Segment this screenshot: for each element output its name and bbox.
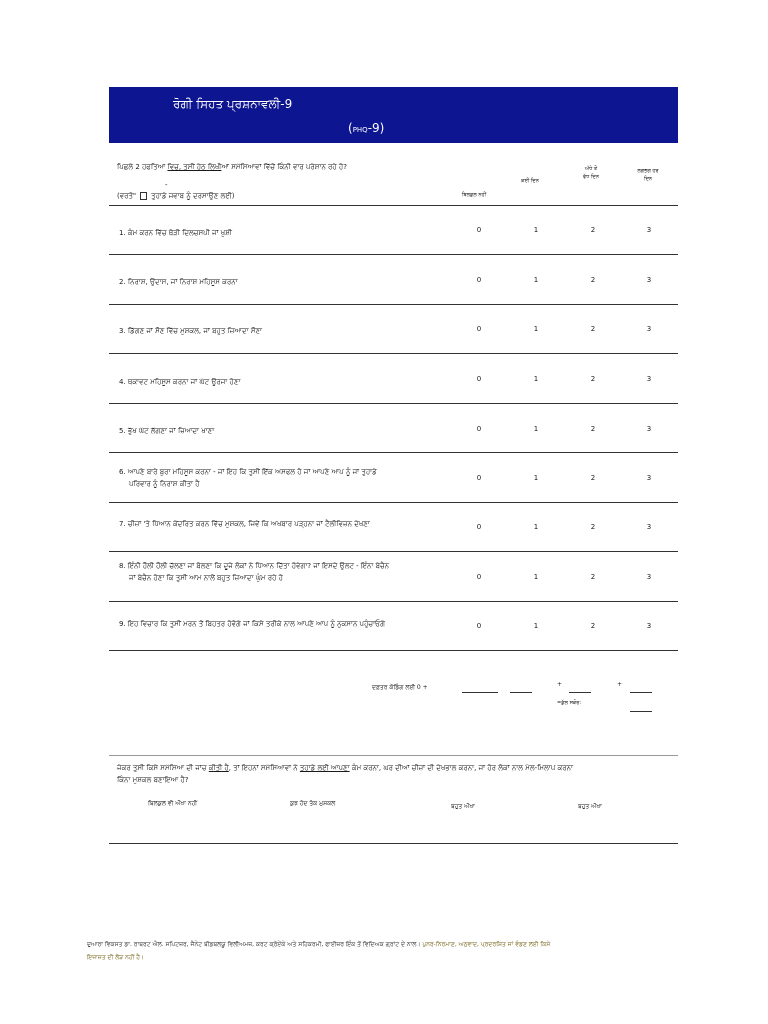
item-8-text: 8. ਇੰਨੀ ਹੌਲੀ ਹੌਲੀ ਚੱਲਣਾ ਜਾਂ ਬੋਲਣਾ ਕਿ ਦੂਜੇ ਲੋਕਾਂ ਨੇ ਧਿਆਨ ਦਿੱਤਾ ਹੋਵੇਗਾ? ਜਾਂ ਇਸਦੇ ਉਲਟ - ਇੰਨਾ ਬੇਚੈਨ ਜਾਂ ਬੇਚੈਨ ਹੋਣਾ ਕਿ ਤੁਸੀਂ ਆਮ ਨਾਲੋਂ ਬਹੁਤ ਜ਼ਿਆਦਾ ਘੁੰਮ ਰਹੇ ਹੋ (119, 562, 390, 582)
score-option[interactable]: 3 (646, 276, 652, 284)
divider (109, 650, 678, 651)
score-option[interactable]: 3 (646, 523, 652, 531)
score-blank[interactable] (630, 692, 652, 693)
score-option[interactable]: 0 (476, 474, 482, 482)
office-coding-label: ਦਫ਼ਤਰ ਕੋਡਿੰਗ ਲਈ 0 + (372, 684, 428, 691)
item-1-text: 1. ਕੰਮ ਕਰਨ ਵਿੱਚ ਥੋੜੀ ਦਿਲਚਸਪੀ ਜਾਂ ਖੁਸ਼ੀ (119, 229, 232, 237)
item-4-text: 4. ਥਕਾਵਟ ਮਹਿਸੂਸ ਕਰਨਾ ਜਾਂ ਘੱਟ ਊਰਜਾ ਹੋਣਾ (119, 378, 241, 386)
usage-instruction: (ਵਰਤੋ" ਤੁਹਾਡੇ ਜਵਾਬ ਨੂੰ ਦਰਸਾਉਣ ਲਈ) (117, 192, 235, 200)
divider (109, 254, 678, 255)
score-option[interactable]: 3 (646, 573, 652, 581)
item-7-text: 7. ਚੀਜ਼ਾਂ 'ਤੇ ਧਿਆਨ ਕੇਂਦਰਿਤ ਕਰਨ ਵਿੱਚ ਮੁਸ਼ਕਲ, ਜਿਵੇਂ ਕਿ ਅਖਬਾਰ ਪੜ੍ਹਨਾ ਜਾਂ ਟੈਲੀਵਿਜ਼ਨ ਦੇਖਣਾ (119, 520, 370, 528)
question-header: ਪਿਛਲੇ 2 ਹਫਤਿਆਂ ਵਿਚ, ਤੁਸੀਂ ਹੇਠ ਲਿਖੀਆਂ ਸਮੱਸਿਆਵਾਂ ਵਿੱਚੋਂ ਕਿੰਨੀ ਵਾਰ ਪਰੇਸ਼ਾਨ ਰਹੇ ਹੋ? (117, 163, 347, 171)
score-option[interactable]: 0 (476, 622, 482, 630)
score-option[interactable]: 0 (476, 425, 482, 433)
score-option[interactable]: 0 (476, 325, 482, 333)
score-option[interactable]: 0 (476, 375, 482, 383)
score-option[interactable]: 3 (646, 226, 652, 234)
dash-mark: - (165, 181, 168, 189)
difficulty-option-extremely[interactable]: ਬਹੁਤ ਔਖਾ (578, 803, 602, 810)
score-option[interactable]: 1 (533, 425, 539, 433)
score-blank[interactable] (462, 692, 498, 693)
divider (109, 205, 678, 206)
score-option[interactable]: 2 (590, 474, 596, 482)
plus-sign: + (617, 681, 623, 688)
divider (109, 755, 678, 756)
score-option[interactable]: 2 (590, 325, 596, 333)
score-option[interactable]: 1 (533, 474, 539, 482)
item-9-text: 9. ਇਹ ਵਿਚਾਰ ਕਿ ਤੁਸੀਂ ਮਰਨ ਤੋਂ ਬਿਹਤਰ ਹੋਵੋਗੇ ਜਾਂ ਕਿਸੇ ਤਰੀਕੇ ਨਾਲ ਆਪਣੇ ਆਪ ਨੂੰ ਨੁਕਸਾਨ ਪਹੁੰਚਾਓਗੇ (119, 620, 385, 628)
total-score-blank[interactable] (630, 711, 652, 712)
score-option[interactable]: 0 (476, 573, 482, 581)
col-header-nearly-every-day: ਲਗਭਗ ਹਰ ਦਿਨ (637, 168, 659, 182)
score-option[interactable]: 3 (646, 425, 652, 433)
score-option[interactable]: 3 (646, 325, 652, 333)
score-option[interactable]: 3 (646, 622, 652, 630)
score-option[interactable]: 1 (533, 325, 539, 333)
score-option[interactable]: 3 (646, 375, 652, 383)
divider (109, 304, 678, 305)
item-3-text: 3. ਡਿੱਗਣ ਜਾਂ ਸੌਣ ਵਿੱਚ ਮੁਸ਼ਕਲ, ਜਾਂ ਬਹੁਤ ਜ਼ਿਆਦਾ ਸੌਣਾ (119, 327, 263, 335)
form-title: ਰੋਗੀ ਸਿਹਤ ਪ੍ਰਸ਼ਨਾਵਲੀ-9 (173, 97, 293, 111)
difficulty-option-very[interactable]: ਬਹੁਤ ਔਖਾ (451, 803, 475, 810)
col-header-several-days: ਕਈ ਦਿਨ (521, 178, 539, 184)
divider (109, 601, 678, 602)
difficulty-question: ਜੇਕਰ ਤੁਸੀਂ ਕਿਸੇ ਸਮੱਸਿਆ ਦੀ ਜਾਂਚ ਕੀਤੀ ਹੈ, ਤਾਂ ਇਹਨਾਂ ਸਮੱਸਿਆਵਾਂ ਨੇ ਤੁਹਾਡੇ ਲਈ ਆਪਣਾ ਕੰਮ ਕਰਨਾ, ਘਰ ਦੀਆਂ ਚੀਜ਼ਾਂ ਦੀ ਦੇਖਭਾਲ ਕਰਨਾ, ਜਾਂ ਹੋਰ ਲੋਕਾਂ ਨਾਲ ਮੇਲ-ਮਿਲਾਪ ਕਰਨਾ ਕਿੰਨਾ ਮੁਸ਼ਕਲ ਬਣਾਇਆ ਹੈ? (117, 764, 573, 784)
score-option[interactable]: 2 (590, 523, 596, 531)
divider (109, 452, 678, 453)
score-option[interactable]: 2 (590, 425, 596, 433)
divider (109, 843, 678, 844)
col-header-not-at-all: ਬਿਲਕੁਲ ਨਹੀਂ (461, 192, 487, 198)
score-option[interactable]: 1 (533, 375, 539, 383)
item-2-text: 2. ਨਿਰਾਸ਼, ਉਦਾਸ, ਜਾਂ ਨਿਰਾਸ਼ ਮਹਿਸੂਸ ਕਰਨਾ (119, 278, 238, 286)
difficulty-option-somewhat[interactable]: ਕੁਝ ਹੱਦ ਤੱਕ ਮੁਸ਼ਕਲ (290, 800, 336, 807)
checkbox-icon (140, 192, 147, 200)
divider (109, 502, 678, 503)
score-option[interactable]: 0 (476, 523, 482, 531)
total-score-label: =ਕੁੱਲ ਸਕੋਰ: (557, 700, 582, 706)
item-6-text: 6. ਆਪਣੇ ਬਾਰੇ ਬੁਰਾ ਮਹਿਸੂਸ ਕਰਨਾ - ਜਾਂ ਇਹ ਕਿ ਤੁਸੀਂ ਇੱਕ ਅਸਫਲ ਹੋ ਜਾਂ ਆਪਣੇ ਆਪ ਨੂੰ ਜਾਂ ਤੁਹਾਡੇ ਪਰਿਵਾਰ ਨੂੰ ਨਿਰਾਸ਼ ਕੀਤਾ ਹੈ (119, 468, 377, 488)
score-option[interactable]: 1 (533, 276, 539, 284)
score-option[interactable]: 1 (533, 573, 539, 581)
score-option[interactable]: 2 (590, 226, 596, 234)
footer-credits: ਦੁਆਰਾ ਵਿਕਸਤ ਡਾ. ਰਾਬਰਟ ਐਲ. ਸਪਿਟਜ਼ਰ, ਜੈਨੇਟ ਬੀਡਬਲਯੂ ਵਿਲੀਅਮਜ਼, ਕਰਟ ਕ੍ਰੋਏਂਕੇ ਅਤੇ ਸਹਿਕਰਮੀ, ਫਾਈਜ਼ਰ ਇੰਕ ਤੋਂ ਵਿਦਿਅਕ ਗ੍ਰਾਂਟ ਦੇ ਨਾਲ। ਪੁਨਰ-ਨਿਰਮਾਣ, ਅਨੁਵਾਦ, ਪ੍ਰਦਰਸ਼ਿਤ ਜਾਂ ਵੰਡਣ ਲਈ ਕਿਸੇ ਇਜਾਜ਼ਤ ਦੀ ਲੋੜ ਨਹੀਂ ਹੈ। (87, 941, 551, 961)
divider (109, 353, 678, 354)
score-option[interactable]: 1 (533, 226, 539, 234)
item-5-text: 5. ਭੁੱਖ ਘੱਟ ਲੱਗਣਾ ਜਾਂ ਜ਼ਿਆਦਾ ਖਾਣਾ (119, 427, 215, 435)
score-option[interactable]: 2 (590, 622, 596, 630)
score-option[interactable]: 1 (533, 523, 539, 531)
score-option[interactable]: 0 (476, 226, 482, 234)
difficulty-option-not-difficult[interactable]: ਬਿਲਕੁਲ ਵੀ ਔਖਾ ਨਹੀਂ (148, 800, 198, 807)
score-option[interactable]: 2 (590, 375, 596, 383)
score-blank[interactable] (569, 692, 591, 693)
title-bar (109, 87, 678, 143)
score-option[interactable]: 2 (590, 276, 596, 284)
col-header-more-than-half: ਅੱਧੇ ਤੋਂ ਵੱਧ ਦਿਨ (583, 166, 599, 180)
score-option[interactable]: 0 (476, 276, 482, 284)
score-option[interactable]: 3 (646, 474, 652, 482)
divider (109, 551, 678, 552)
plus-sign: + (557, 681, 563, 688)
form-subtitle: (PHQ-9) (348, 121, 385, 135)
score-blank[interactable] (510, 692, 532, 693)
divider (109, 403, 678, 404)
score-option[interactable]: 1 (533, 622, 539, 630)
score-option[interactable]: 2 (590, 573, 596, 581)
